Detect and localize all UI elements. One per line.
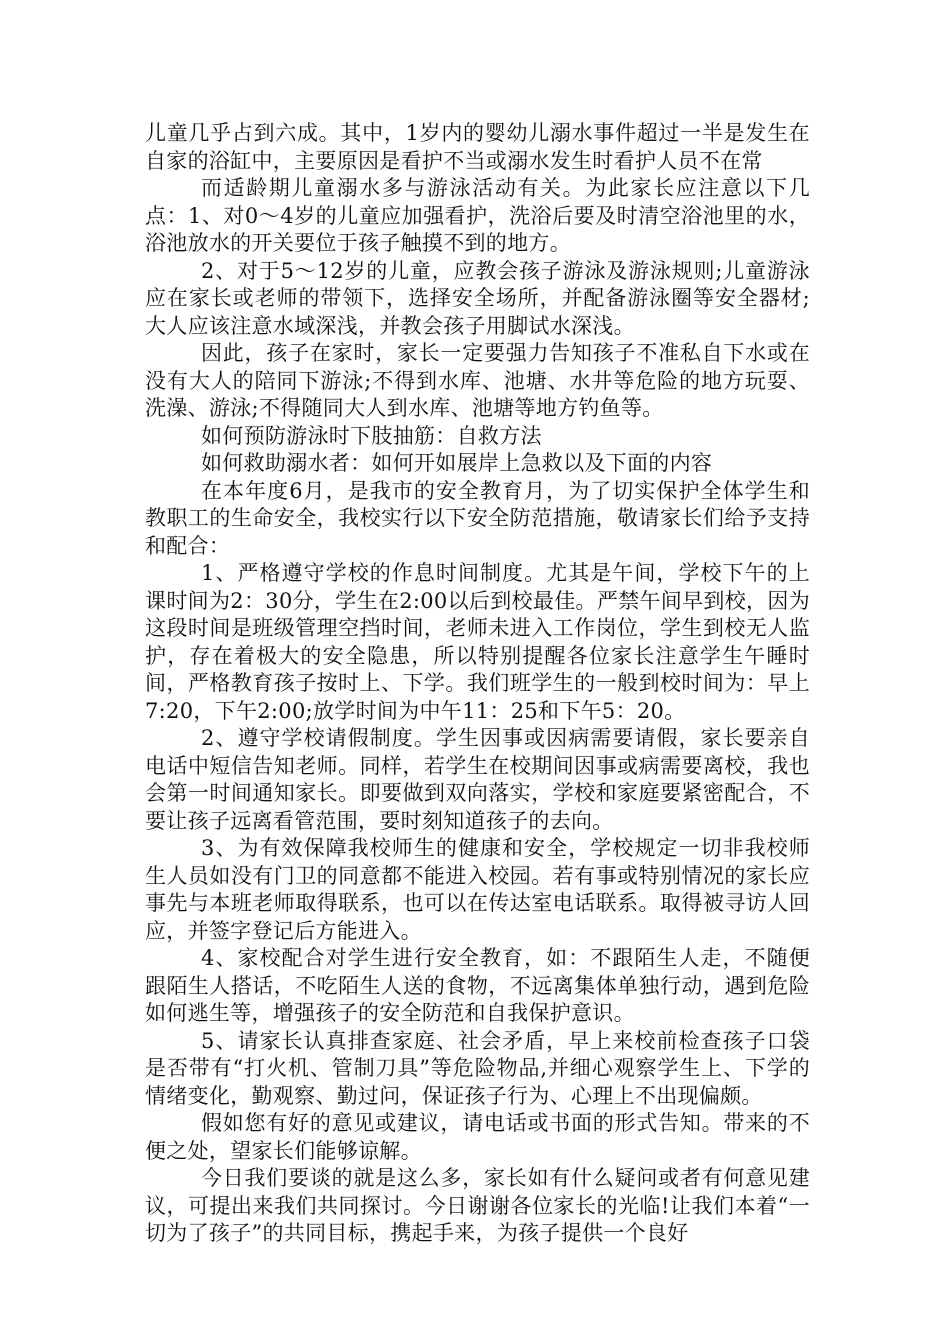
paragraph-item-3-visitors: 3、为有效保障我校师生的健康和安全，学校规定一切非我校师生人员如没有门卫的同意都不能进入校园。若有事或特别情况的家长应事先与本班老师取得联系，也可以在传达室电话联系。取得被寻访人回应，并签字登记后方能进入。 bbox=[145, 836, 810, 943]
paragraph-home-safety: 因此，孩子在家时，家长一定要强力告知孩子不准私自下水或在没有大人的陪同下游泳;不得到水库、池塘、水井等危险的地方玩耍、洗澡、游泳;不得随同大人到水库、池塘等地方钓鱼等。 bbox=[145, 341, 810, 420]
paragraph-item-4-education: 4、家校配合对学生进行安全教育，如：不跟陌生人走，不随便跟陌生人搭话，不吃陌生人送的食物，不远离集体单独行动，遇到危险如何逃生等，增强孩子的安全防范和自我保护意识。 bbox=[145, 946, 810, 1025]
paragraph-item-1-schedule: 1、严格遵守学校的作息时间制度。尤其是午间，学校下午的上课时间为2：30分，学生在2:00以后到校最佳。严禁午间早到校，因为这段时间是班级管理空挡时间，老师未进入工作岗位，学生到校无人监护，存在着极大的安全隐患，所以特别提醒各位家长注意学生午睡时间，严格教育孩子按时上、下学。我们班学生的一般到校时间为：早上7:20，下午2:00;放学时间为中午11：25和下午5：20。 bbox=[145, 561, 810, 723]
paragraph-age-drowning: 而适龄期儿童溺水多与游泳活动有关。为此家长应注意以下几点：1、对0～4岁的儿童应加强看护，洗浴后要及时清空浴池里的水，浴池放水的开关要位于孩子触摸不到的地方。 bbox=[145, 176, 810, 255]
paragraph-rescue: 如何救助溺水者：如何开如展岸上急救以及下面的内容 bbox=[201, 451, 713, 475]
document-body bbox=[145, 120, 810, 1248]
paragraph-item-5-inspection: 5、请家长认真排查家庭、社会矛盾，早上来校前检查孩子口袋是否带有“打火机、管制刀具”等危险物品,并细心观察学生上、下学的情绪变化，勤观察、勤过问，保证孩子行为、心理上不出现偏颇。 bbox=[145, 1028, 810, 1108]
paragraph-swim-rules: 2、对于5～12岁的儿童，应教会孩子游泳及游泳规则;儿童游泳应在家长或老师的带领下，选择安全场所，并配备游泳圈等安全器材;大人应该注意水域深浅，并教会孩子用脚试水深浅。 bbox=[145, 258, 810, 338]
paragraph-feedback: 假如您有好的意见或建议，请电话或书面的形式告知。带来的不便之处，望家长们能够谅解。 bbox=[145, 1111, 810, 1163]
paragraph-cramp-selfhelp: 如何预防游泳时下肢抽筋：自救方法 bbox=[201, 423, 542, 448]
paragraph-item-2-leave: 2、遵守学校请假制度。学生因事或因病需要请假，家长要亲自电话中短信告知老师。同样，若学生在校期间因事或病需要离校，我也会第一时间通知家长。即要做到双向落实，学校和家庭要紧密配合，不要让孩子远离看管范围，要时刻知道孩子的去向。 bbox=[145, 726, 810, 833]
paragraph-safety-month: 在本年度6月，是我市的安全教育月，为了切实保护全体学生和教职工的生命安全，我校实行以下安全防范措施，敬请家长们给予支持和配合： bbox=[145, 478, 810, 558]
paragraph-continuation: 儿童几乎占到六成。其中，1岁内的婴幼儿溺水事件超过一半是发生在自家的浴缸中，主要原因是看护不当或溺水发生时看护人员不在常 bbox=[145, 121, 810, 173]
paragraph-closing: 今日我们要谈的就是这么多，家长如有什么疑问或者有何意见建议，可提出来我们共同探讨。今日谢谢各位家长的光临!让我们本着“一切为了孩子”的共同目标，携起手来，为孩子提供一个良好 bbox=[145, 1166, 810, 1245]
